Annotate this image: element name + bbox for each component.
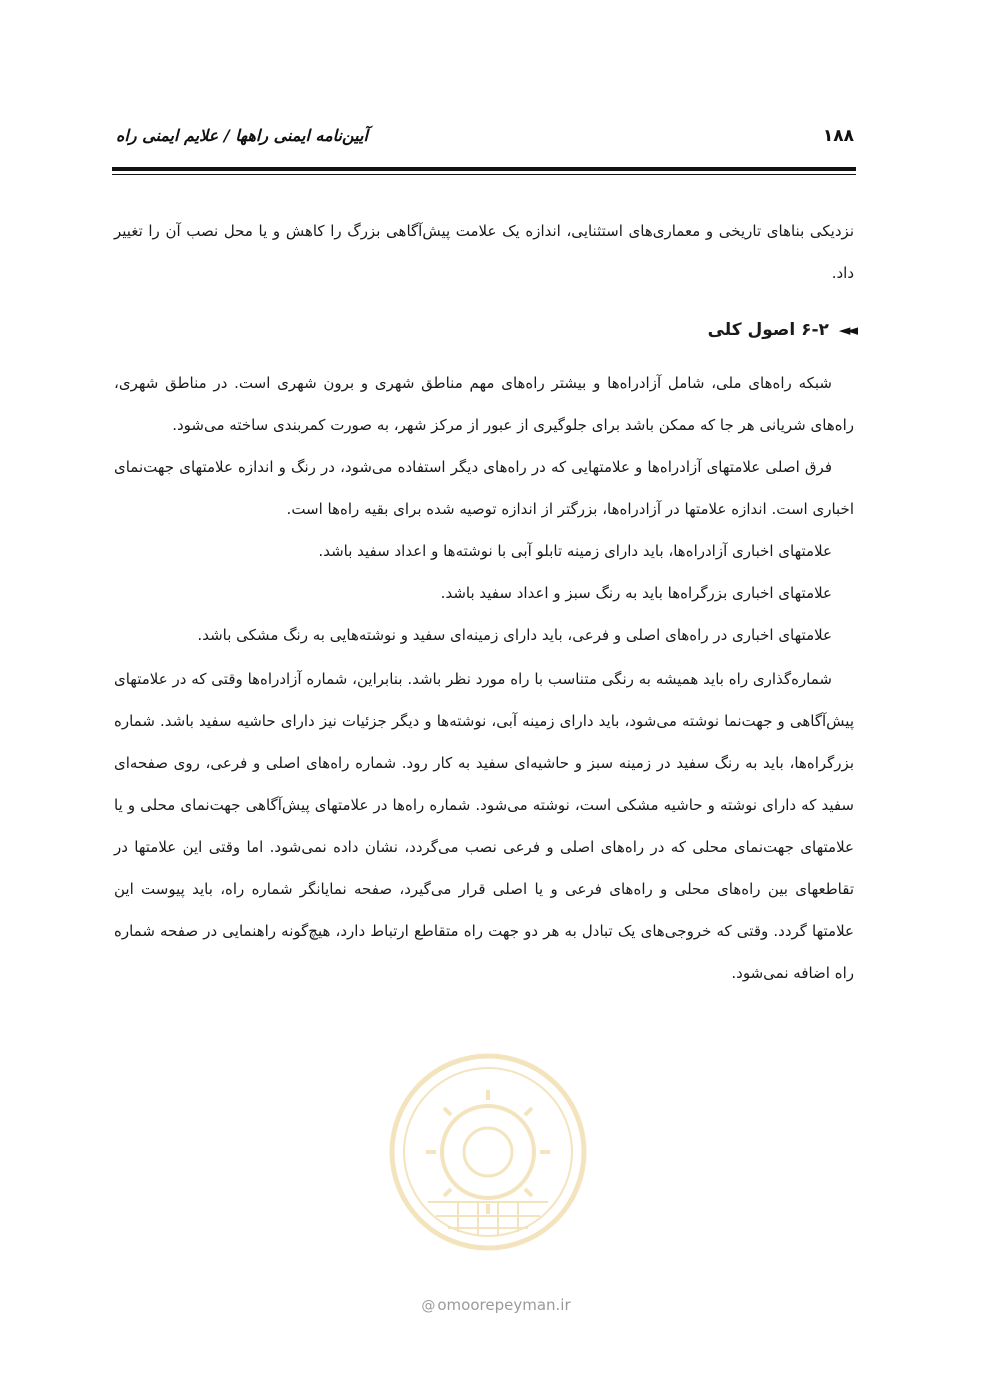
header-rule-thin <box>112 174 856 175</box>
list-item-highway-signs: علامتهای اخباری بزرگراه‌ها باید به رنگ سبز و اعداد سفید باشد. <box>440 584 832 602</box>
watermark-seal-icon <box>388 1052 588 1252</box>
page-number: ۱۸۸ <box>822 126 854 146</box>
body-content <box>114 210 854 994</box>
header-rule-thick <box>112 167 856 171</box>
intro-paragraph: نزدیکی بناهای تاریخی و معماری‌های استثنایی، اندازه یک علامت پیش‌آگاهی بزرگ را کاهش و یا محل نصب آن را تغییر داد. <box>114 222 854 282</box>
section-heading <box>114 308 854 352</box>
watermark-url-text: omoorepeyman.ir <box>437 1296 571 1314</box>
paragraph-main-secondary-roads: علامتهای اخباری در راه‌های اصلی و فرعی، باید دارای زمینه‌ای سفید و نوشته‌هایی به رنگ مشکی باشد. <box>197 626 832 644</box>
paragraph-sign-difference: فرق اصلی علامتهای آزادراه‌ها و علامتهایی که در راه‌های دیگر استفاده می‌شود، در رنگ و اندازه علامتهای جهت‌نمای اخباری است. اندازه علامتها در آزادراه‌ها، بزرگتر از اندازه توصیه شده برای بقیه راه‌ها است. <box>114 458 854 518</box>
watermark-url <box>0 1296 992 1314</box>
section-marker-icon: ◄◄ <box>838 321 854 339</box>
paragraph-road-numbering: شماره‌گذاری راه باید همیشه به رنگی متناسب با راه مورد نظر باشد. بنابراین، شماره آزادراه‌ها وقتی که در علامتهای پیش‌آگاهی و جهت‌نما نوشته می‌شود، باید دارای زمینه آبی، نوشته‌ها و دیگر جزئیات نیز دارای حاشیه سفید باشد. شماره بزرگراه‌ها، باید به رنگ سفید در زمینه سبز و حاشیه‌ای سفید به کار رود. شماره راه‌های اصلی و فرعی، روی صفحه‌ای سفید که دارای نوشته و حاشیه مشکی است، نوشته می‌شود. شماره راه‌ها در علامتهای پیش‌آگاهی جهت‌نمای محلی و یا علامتهای جهت‌نمای محلی که در راه‌های اصلی و فرعی نصب می‌گردد، نشان داده نمی‌شود. اما وقتی این علامتها در تقاطعهای بین راه‌های محلی و راه‌های فرعی و یا اصلی قرار می‌گیرد، صفحه نمایانگر شماره راه، باید پیوست این علامتها گردد. وقتی که خروجی‌های یک تبادل به هر دو جهت راه متقاطع ارتباط دارد، هیچ‌گونه راهنمایی در صفحه شماره راه اضافه نمی‌شود. <box>114 670 854 982</box>
section-heading-text: ۶-۲ اصول کلی <box>707 320 829 340</box>
page-header <box>116 122 854 154</box>
paragraph-road-network: شبکه راه‌های ملی، شامل آزادراه‌ها و بیشتر راه‌های مهم مناطق شهری و برون شهری است. در مناطق شهری، راه‌های شریانی هر جا که ممکن باشد برای جلوگیری از عبور از مرکز شهر، به صورت کمربندی ساخته می‌شود. <box>114 374 854 434</box>
running-title: آیین‌نامه ایمنی راهها / علایم ایمنی راه <box>116 126 368 145</box>
watermark-at-icon: @ <box>421 1298 436 1314</box>
list-item-freeway-signs: علامتهای اخباری آزادراه‌ها، باید دارای زمینه تابلو آبی با نوشته‌ها و اعداد سفید باشد. <box>318 542 832 560</box>
